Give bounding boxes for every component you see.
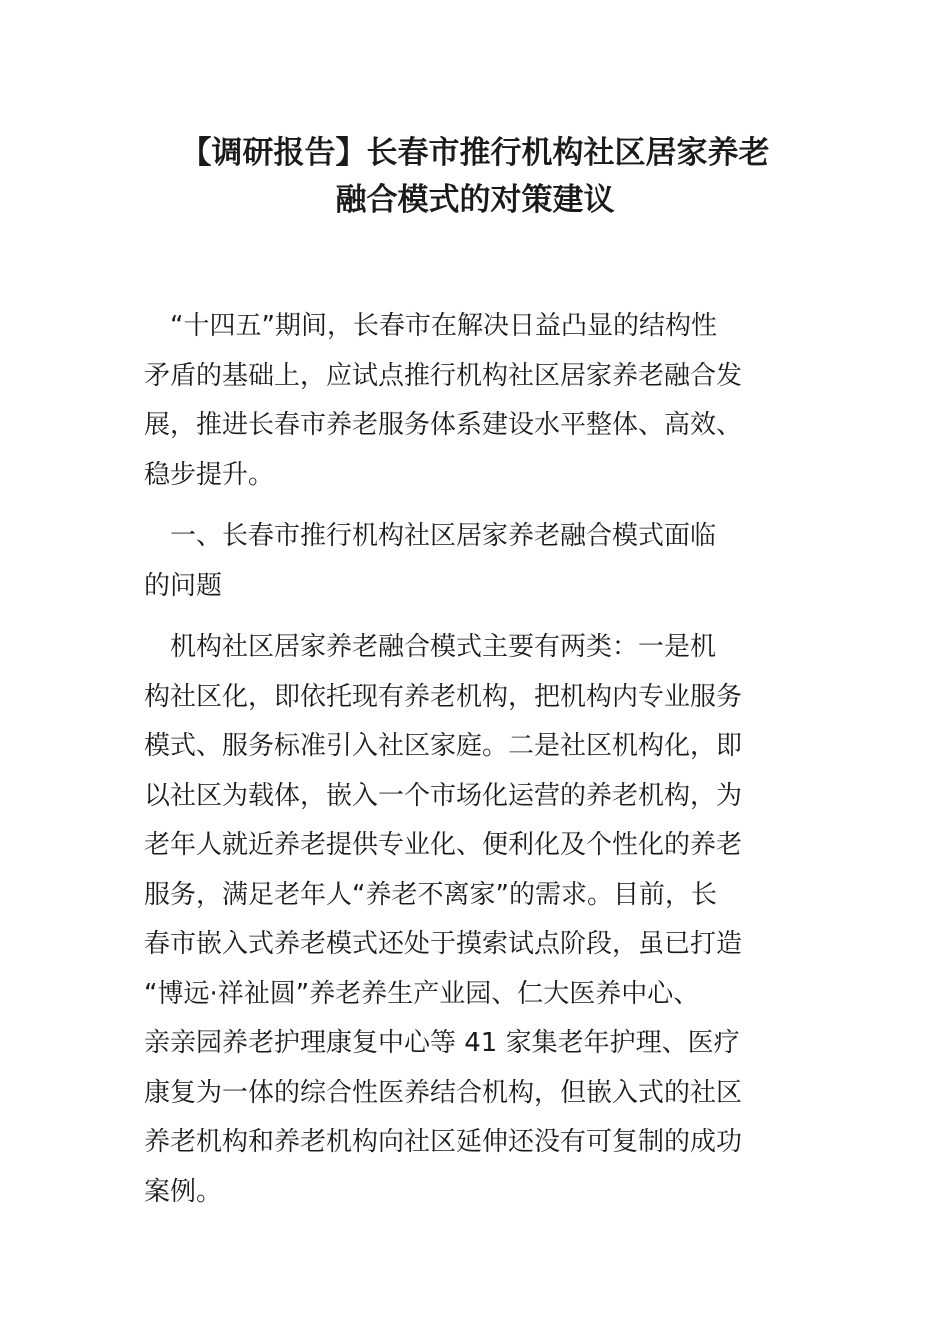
text-line: 以社区为载体，嵌入一个市场化运营的养老机构，为	[144, 780, 743, 811]
text-line: 展，推进长春市养老服务体系建设水平整体、高效、	[144, 410, 743, 440]
text-line: 亲亲园养老护理康复中心等 41 家集老年护理、医疗	[144, 1028, 740, 1058]
title-line: 融合模式的对策建议	[335, 182, 615, 218]
document-title	[140, 130, 810, 224]
title-line: 【调研报告】长春市推行机构社区居家养老	[180, 135, 770, 171]
intro-paragraph	[144, 302, 808, 500]
document-body	[144, 302, 808, 1229]
text-line: 一、长春市推行机构社区居家养老融合模式面临	[144, 521, 717, 551]
text-line: 稳步提升。	[144, 459, 275, 490]
text-line: “博远·祥祉圆”养老养生产业园、仁大医养中心、	[144, 978, 700, 1009]
text-line: 案例。	[144, 1176, 223, 1207]
text-line: 机构社区居家养老融合模式主要有两类：一是机	[144, 632, 717, 662]
text-line: 的问题	[144, 570, 223, 601]
text-line: 服务，满足老年人“养老不离家”的需求。目前，长	[144, 879, 717, 910]
text-line: 老年人就近养老提供专业化、便利化及个性化的养老	[144, 830, 743, 860]
text-line: 模式、服务标准引入社区家庭。二是社区机构化，即	[144, 731, 743, 761]
text-line: 矛盾的基础上，应试点推行机构社区居家养老融合发	[144, 360, 743, 391]
text-line: 春市嵌入式养老模式还处于摸索试点阶段，虽已打造	[144, 929, 743, 959]
section-heading	[144, 512, 808, 611]
body-paragraph	[144, 623, 808, 1217]
text-line: 构社区化，即依托现有养老机构，把机构内专业服务	[144, 681, 743, 712]
text-line: 养老机构和养老机构向社区延伸还没有可复制的成功	[144, 1127, 743, 1157]
text-line: 康复为一体的综合性医养结合机构，但嵌入式的社区	[144, 1077, 743, 1108]
text-line: “十四五”期间，长春市在解决日益凸显的结构性	[144, 311, 717, 341]
